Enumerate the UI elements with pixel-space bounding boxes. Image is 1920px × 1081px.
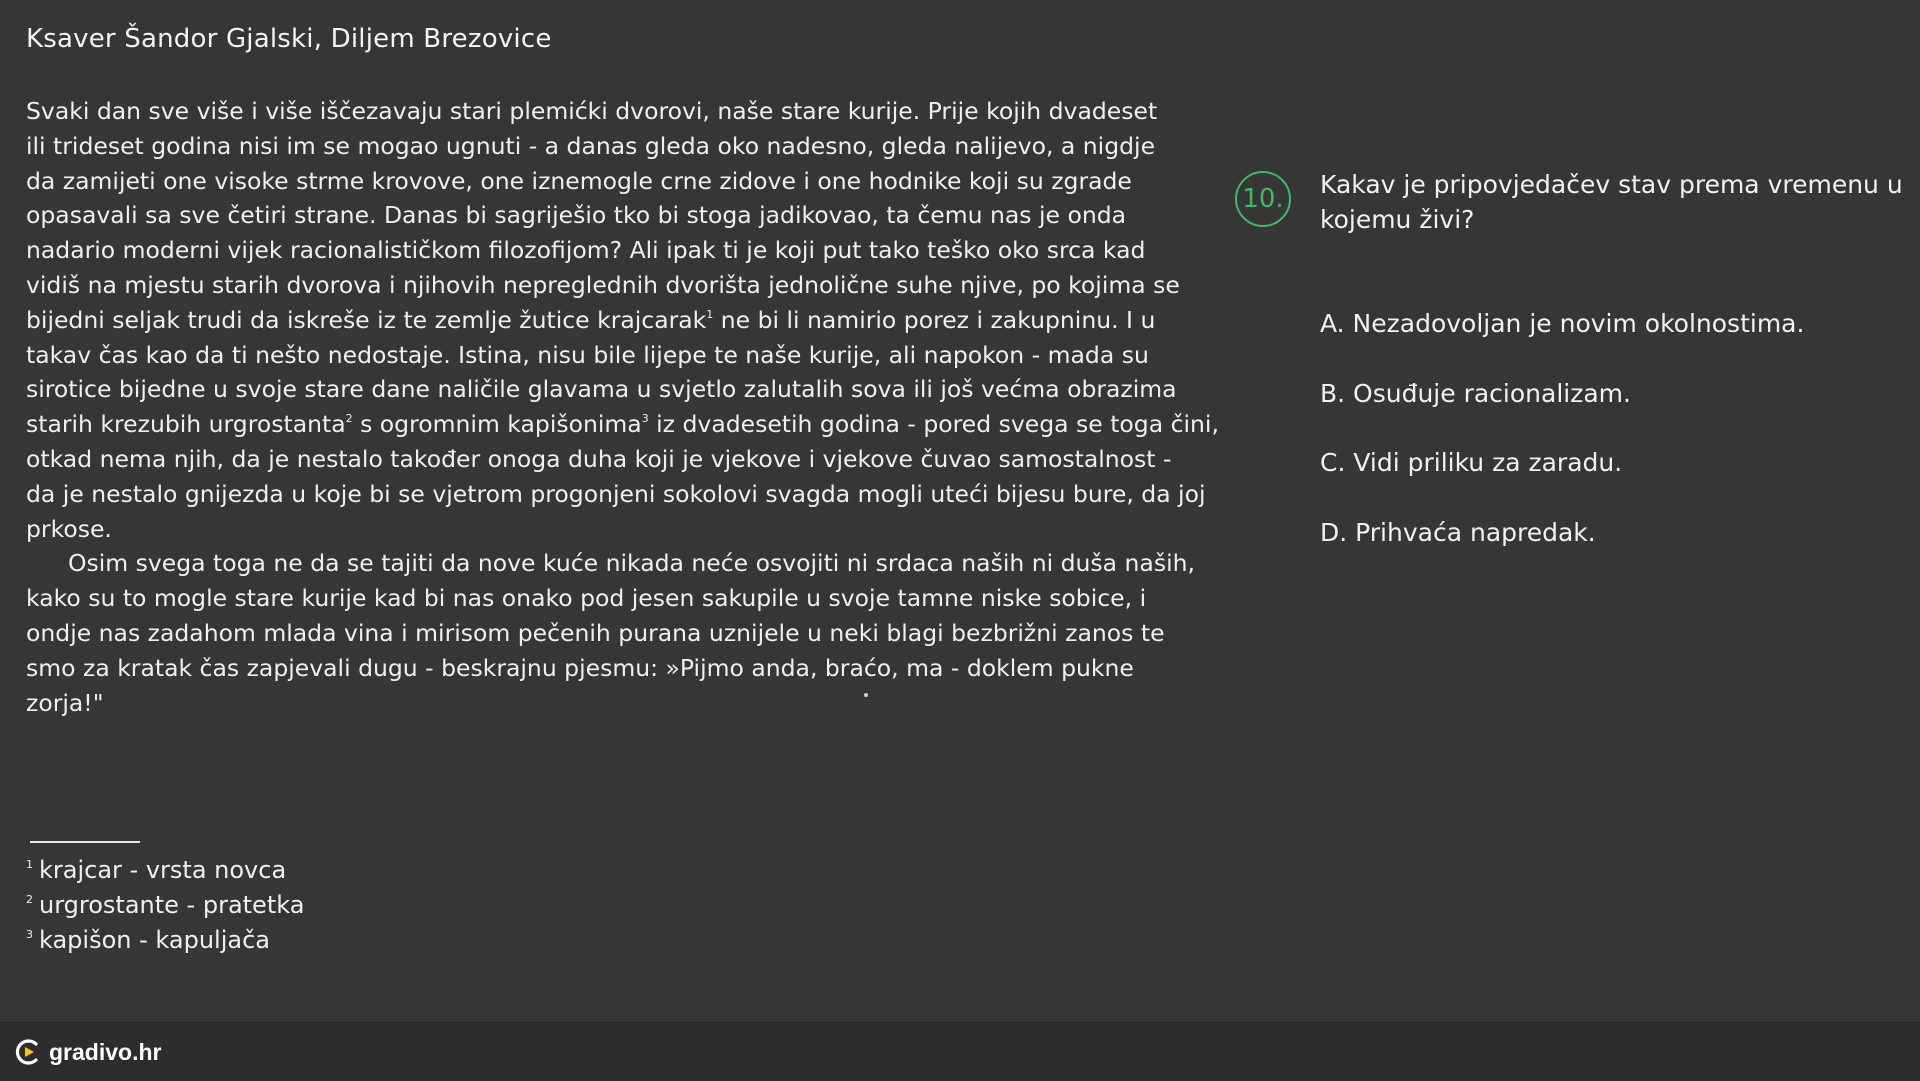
passage-line: da je nestalo gnijezda u koje bi se vjetrom progonjeni sokolovi svagda mogli uteći bijesu bure, da joj (26, 479, 1206, 508)
option-a[interactable]: A. Nezadovoljan je novim okolnostima. (1320, 309, 1805, 338)
passage-line: nadario moderni vijek racionalističkom filozofijom? Ali ipak ti je koji put tako teško oko srca kad (26, 236, 1146, 265)
passage-line (26, 407, 1226, 442)
footer-bar (0, 1022, 1920, 1081)
footnote-ref: 2 (345, 412, 353, 426)
footnote-text: kapišon - kapuljača (39, 925, 270, 954)
footnote-divider (30, 841, 140, 843)
passage-line: prkose. (26, 514, 112, 543)
footnote-ref: 3 (641, 412, 649, 426)
passage-line: zorja!" (26, 688, 104, 717)
passage-text: bijedni seljak trudi da iskreše iz te zemlje žutice krajcarak (26, 305, 707, 334)
passage-line: sirotice bijedne u svoje stare dane naličile glavama u svjetlo zalutalih sova ili još većma obrazima (26, 375, 1177, 404)
footnote-text: krajcar - vrsta novca (39, 856, 287, 884)
question-text: Kakav je pripovjedačev stav prema vremenu u kojemu živi? (1320, 170, 1903, 234)
footnote-ref: 1 (706, 307, 714, 321)
footnote-number: 1 (26, 858, 33, 871)
passage-line: smo za kratak čas zapjevali dugu - beskrajnu pjesmu: »Pijmo anda, braćo, ma - doklem pukne (26, 653, 1134, 682)
passage-line: ondje nas zadahom mlada vina i mirisom pečenih purana uznijele u neki blagi bezbrižni zanos te (26, 618, 1165, 647)
footnote-text: urgrostante - pratetka (39, 890, 305, 919)
brand-name[interactable]: gradivo.hr (49, 1038, 162, 1065)
passage-line: ili trideset godina nisi im se mogao ugnuti - a danas gleda oko nadesno, gleda nalijevo, a nigdje (26, 131, 1156, 160)
text-title: Ksaver Šandor Gjalski, Diljem Brezovice (26, 24, 552, 54)
passage-line: otkad nema njih, da je nestalo također onoga duha koji je vjekove i vjekove čuvao samostalnost - (26, 444, 1172, 473)
footnotes (26, 853, 304, 957)
passage-line: opasavali sa sve četiri strane. Danas bi sagriješio tko bi stoga jadikovao, ta čemu nas je onda (26, 201, 1127, 230)
stray-dot (864, 693, 868, 697)
reading-passage (26, 94, 1226, 720)
question-number-badge: 10. (1235, 171, 1291, 227)
passage-line (26, 303, 1226, 338)
passage-text: s ogromnim kapišonima (352, 410, 642, 439)
gradivo-logo-icon (13, 1037, 43, 1067)
passage-line: da zamijeti one visoke strme krovove, one iznemogle crne zidove i one hodnike koji su zgrade (26, 166, 1132, 195)
passage-line: vidiš na mjestu starih dvorova i njihovih nepreglednih dvorišta jednolične suhe njive, po kojima se (26, 270, 1180, 299)
passage-text: starih krezubih urgrostanta (26, 410, 346, 439)
footnote (26, 888, 304, 923)
footnote (26, 853, 304, 888)
option-c[interactable]: C. Vidi priliku za zaradu. (1320, 448, 1623, 477)
passage-text: iz dvadesetih godina - pored svega se toga čini, (648, 410, 1219, 439)
passage-line: Osim svega toga ne da se tajiti da nove kuće nikada neće osvojiti ni srdaca naših ni duša naših, (68, 549, 1195, 578)
answer-options (1320, 304, 1900, 582)
footnote (26, 923, 304, 958)
option-d[interactable]: D. Prihvaća napredak. (1320, 517, 1596, 547)
option-b[interactable]: B. Osuđuje racionalizam. (1320, 378, 1631, 408)
footnote-number: 3 (26, 927, 33, 941)
passage-line: kako su to mogle stare kurije kad bi nas onako pod jesen sakupile u svoje tamne niske sobice, i (26, 584, 1147, 613)
footnote-number: 2 (26, 892, 33, 906)
passage-line: takav čas kao da ti nešto nedostaje. Istina, nisu bile lijepe te naše kurije, ali napokon - mada su (26, 340, 1149, 369)
passage-text: ne bi li namirio porez i zakupninu. I u (713, 305, 1156, 334)
passage-line: Svaki dan sve više i više iščezavaju stari plemićki dvorovi, naše stare kurije. Prije kojih dvadeset (26, 97, 1158, 125)
